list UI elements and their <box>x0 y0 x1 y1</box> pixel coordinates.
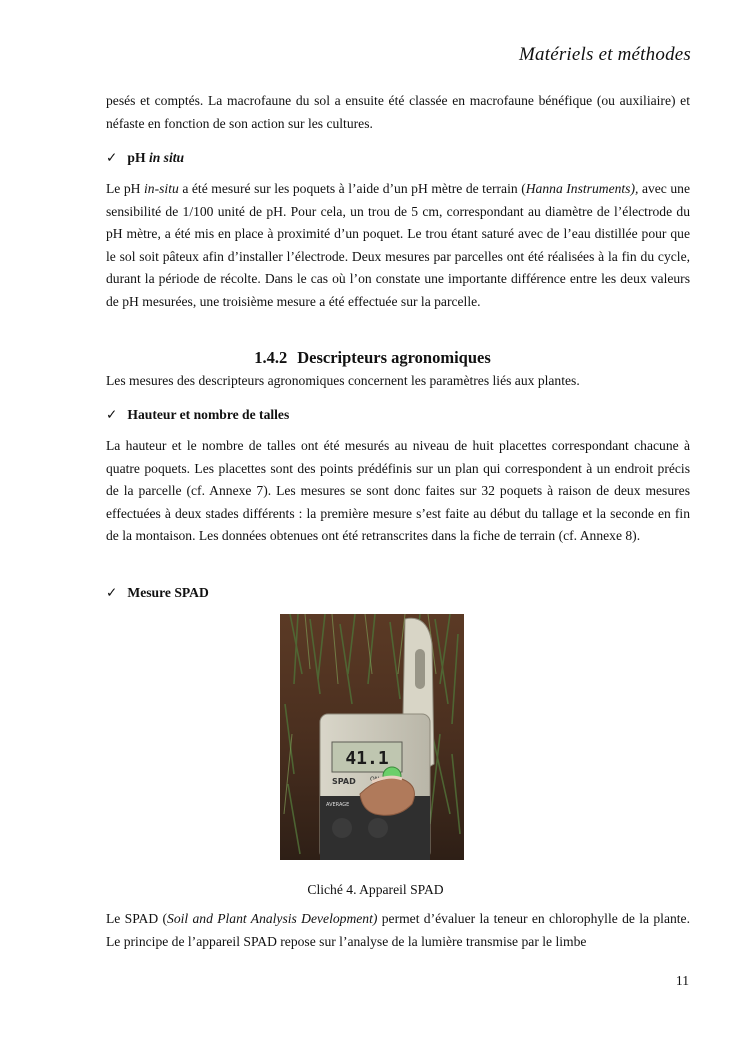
ph-text-2: a été mesuré sur les poquets à l’aide d’un pH mètre de terrain ( <box>178 181 526 196</box>
section-title: Descripteurs agronomiques <box>297 348 491 367</box>
checkmark-icon: ✓ <box>106 585 118 600</box>
spad-device-photo <box>280 614 464 860</box>
bullet-ph-in-situ <box>106 150 184 166</box>
bullet-hauteur <box>106 407 289 423</box>
running-header: Matériels et méthodes <box>519 44 691 65</box>
paragraph-intro: pesés et comptés. La macrofaune du sol a ensuite été classée en macrofaune bénéfique (ou auxiliaire) et néfaste en fonction de son action sur les cultures. <box>106 93 690 131</box>
paragraph-hauteur: La hauteur et le nombre de talles ont été mesurés au niveau de huit placettes correspondant chacune à quatre poquets. Les placettes sont des points prédéfinis sur un plan qui correspondent à un endroit précis de la parcelle (cf. Annexe 7). Les mesures se sont donc faites sur 32 poquets à raison de deux mesures effectuées à deux stades différents : la première mesure s’est faite au début du tallage et la seconde en fin de la montaison. Les données obtenues ont été retranscrites dans la fiche de terrain (cf. Annexe 8). <box>106 438 690 543</box>
bullet-hauteur-title: Hauteur et nombre de talles <box>127 407 290 422</box>
bullet-spad <box>106 585 209 601</box>
bullet-spad-title: Mesure SPAD <box>127 585 209 600</box>
ph-text-3: avec une sensibilité de 1/100 unité de pH. Pour cela, un trou de 5 cm, correspondant au diamètre de l’électrode du pH mètre, a été mis en place à proximité d’un poquet. Le trou étant saturé avec de l’eau distillée pour que le sol soit pâteux afin d’installer l’électrode. Deux mesures par parcelles ont été réalisées à la fin du cycle, durant la période de récolte. Dans le cas où l’on constate une importante différence entre les deux valeurs de pH mesurées, une troisième mesure a été effectuée sur la parcelle. <box>106 181 691 309</box>
on-label: ON <box>370 776 380 783</box>
ph-text-italic-2: Hanna Instruments), <box>525 181 639 196</box>
section-number: 1.4.2 <box>254 348 288 367</box>
page-number: 11 <box>675 973 689 988</box>
figure-caption: Cliché 4. Appareil SPAD <box>307 882 444 897</box>
spad-text-1: Le SPAD ( <box>106 911 168 926</box>
section-heading <box>0 348 745 368</box>
display-value: 41.1 <box>345 748 389 769</box>
average-label: AVERAGE <box>326 802 350 808</box>
checkmark-icon: ✓ <box>106 150 118 165</box>
paragraph-ph <box>106 178 690 313</box>
bullet-ph-title-italic: in situ <box>148 150 185 165</box>
bullet-ph-title: pH <box>127 150 149 165</box>
paragraph-section-intro: Les mesures des descripteurs agronomiques concernent les paramètres liés aux plantes. <box>106 373 580 388</box>
ph-text-italic-1: in-situ <box>144 181 179 196</box>
checkmark-icon: ✓ <box>106 407 118 422</box>
spad-text-italic: Soil and Plant Analysis Development) <box>167 911 378 926</box>
spad-text-2: permet d’évaluer la teneur en chlorophylle de la plante. Le principe de l’appareil SPAD repose sur l’analyse de la lumière transmise par le limbe <box>106 911 690 949</box>
device-label: SPAD <box>332 777 356 786</box>
paragraph-spad <box>106 908 690 953</box>
ph-text-1: Le pH <box>106 181 145 196</box>
